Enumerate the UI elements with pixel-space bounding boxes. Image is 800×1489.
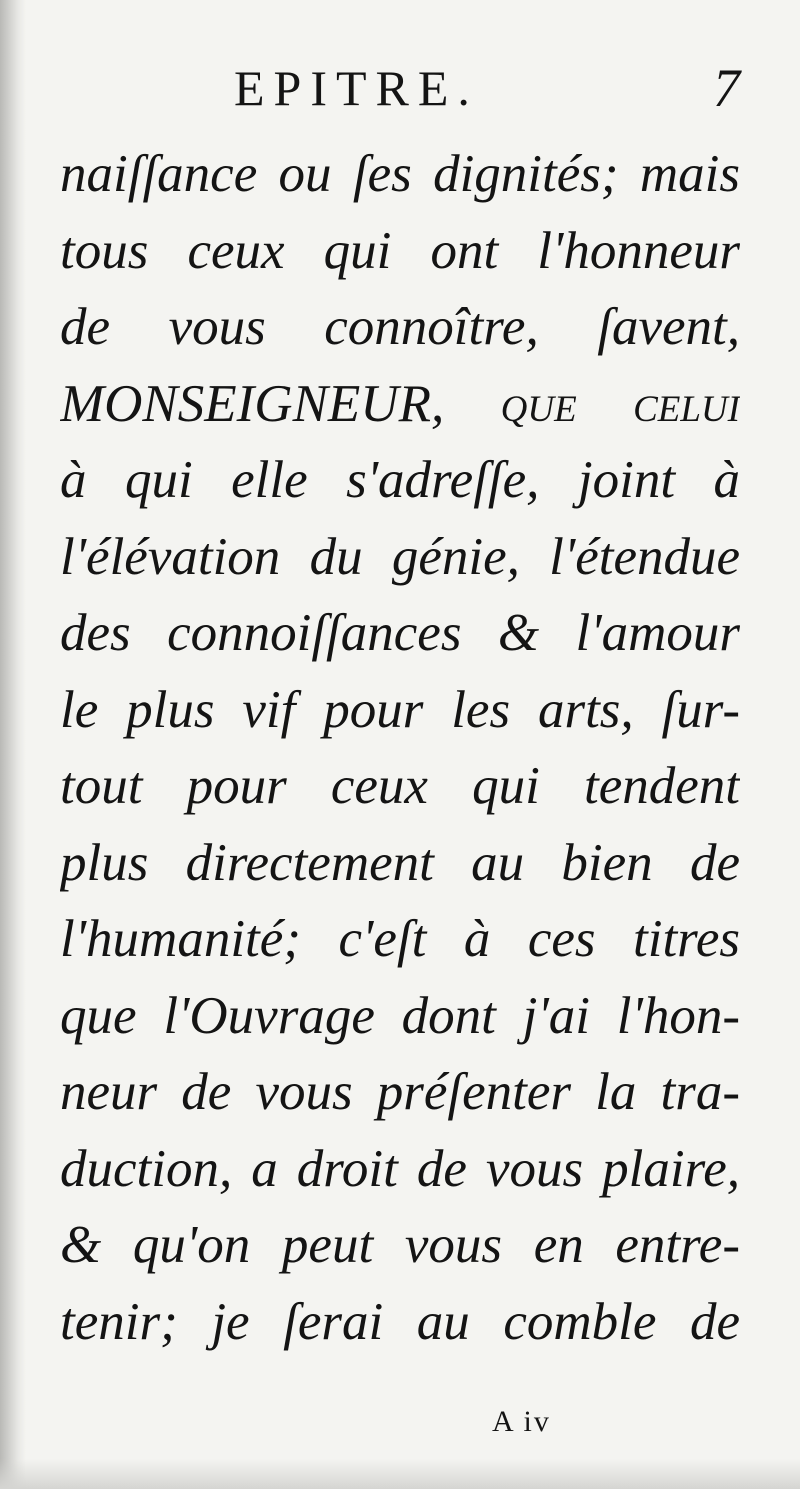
text-line: naiſſance ou ſes dignités; mais	[60, 145, 740, 203]
text-line: de vous connoître, ſavent,	[60, 298, 740, 356]
text-line: à qui elle s'adreſſe, joint à	[60, 451, 740, 509]
text-line-salutation: MONSEIGNEUR, que celui	[60, 374, 740, 433]
text-line: tenir; je ſerai au comble de	[60, 1292, 740, 1351]
body-text	[60, 136, 740, 1360]
signature-mark: A iv	[492, 1405, 551, 1438]
text-line: l'humanité; c'eſt à ces titres	[60, 910, 740, 968]
text-line: tous ceux qui ont l'honneur	[60, 221, 740, 280]
text-line: neur de vous préſenter la tra-	[60, 1063, 740, 1121]
page-number: 7	[713, 58, 740, 118]
text-line: tout pour ceux qui tendent	[60, 757, 740, 815]
text-line: & qu'on peut vous en entre-	[60, 1216, 740, 1274]
page-gutter-shadow	[0, 0, 26, 1489]
text-line: des connoiſſances & l'amour	[60, 604, 740, 662]
text-line: plus directement au bien de	[60, 833, 740, 892]
running-title: EPITRE.	[234, 60, 479, 116]
text-line: duction, a droit de vous plaire,	[60, 1139, 740, 1198]
text-line: le plus vif pour les arts, ſur-	[60, 680, 740, 739]
page-bottom-shadow	[0, 1459, 800, 1489]
page-header	[60, 58, 740, 118]
text-line: que l'Ouvrage dont j'ai l'hon-	[60, 986, 740, 1045]
text-line: l'élévation du génie, l'étendue	[60, 527, 740, 586]
